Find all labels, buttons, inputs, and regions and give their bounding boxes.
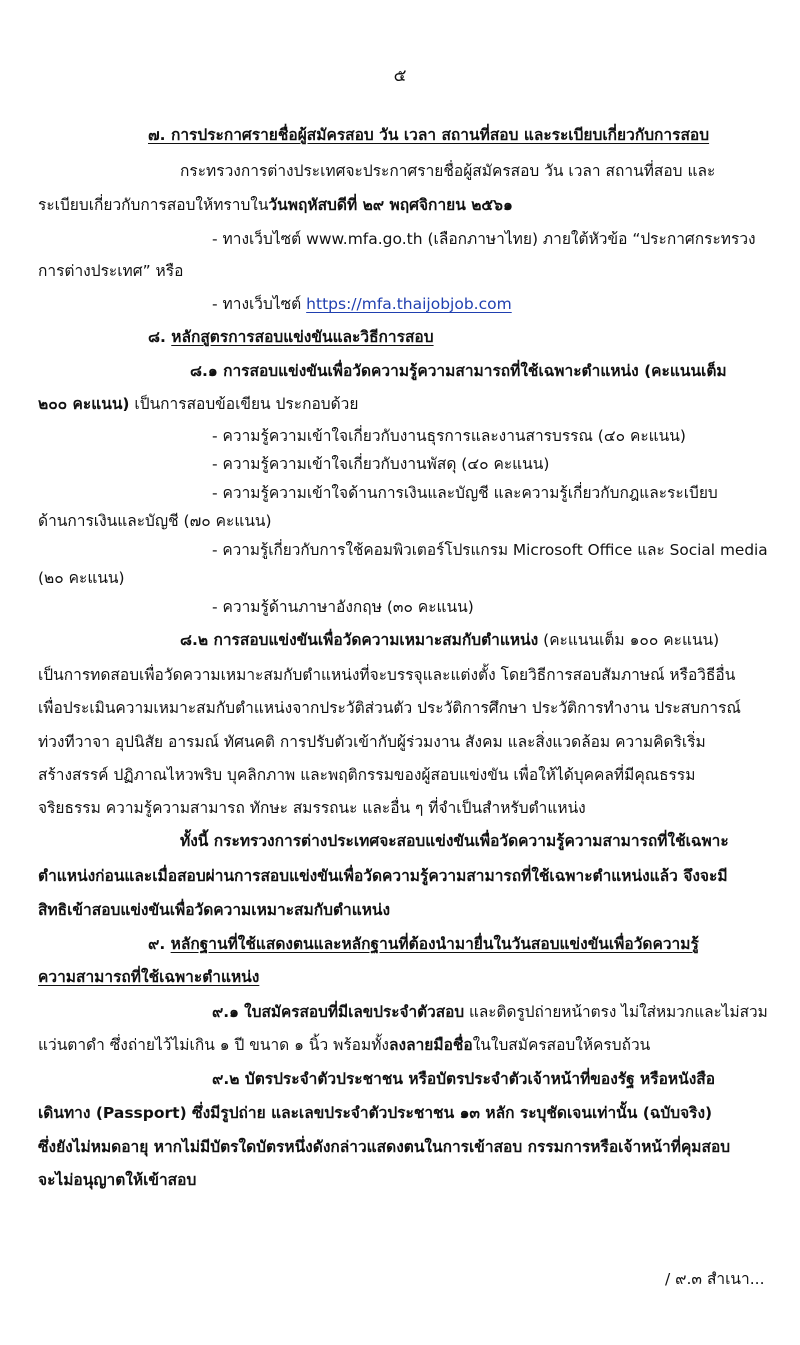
section-9-1-line-2-plain: แว่นตาดำ ซึ่งถ่ายไว้ไม่เกิน ๑ ปี ขนาด ๑ นิ้ว พร้อมทั้ง	[38, 1036, 389, 1054]
section-8-1-score: ๒๐๐ คะแนน)	[38, 395, 130, 413]
subject-item-4-line-1: - ความรู้เกี่ยวกับการใช้คอมพิวเตอร์โปรแกรม Microsoft Office และ Social media	[212, 541, 768, 559]
website-item-2	[212, 293, 512, 315]
website-item-1-line-1: - ทางเว็บไซต์ www.mfa.go.th (เลือกภาษาไทย) ภายใต้หัวข้อ “ประกาศกระทรวง	[212, 230, 756, 248]
subject-item-3-line-1: - ความรู้ความเข้าใจด้านการเงินและบัญชี และความรู้เกี่ยวกับกฎและระเบียบ	[212, 484, 718, 502]
section-8-2-title: ๘.๒ การสอบแข่งขันเพื่อวัดความเหมาะสมกับตำแหน่ง	[180, 631, 539, 649]
section-8-2-score: (คะแนนเต็ม ๑๐๐ คะแนน)	[538, 631, 720, 649]
section-7-para-line-2	[38, 194, 513, 216]
section-9-heading-line-1	[148, 933, 699, 955]
section-8-1-line-2	[38, 393, 358, 415]
section-9-heading-text-2: ความสามารถที่ใช้เฉพาะตำแหน่ง	[38, 968, 260, 986]
section-8-heading-text: หลักสูตรการสอบแข่งขันและวิธีการสอบ	[171, 328, 434, 346]
section-8-1-desc: เป็นการสอบข้อเขียน ประกอบด้วย	[129, 395, 359, 413]
section-9-2-line-1: ๙.๒ บัตรประจำตัวประชาชน หรือบัตรประจำตัวเจ้าหน้าที่ของรัฐ หรือหนังสือ	[212, 1070, 716, 1088]
subject-item-4-line-2: (๒๐ คะแนน)	[38, 569, 125, 587]
section-8-heading	[148, 326, 434, 348]
section-9-heading-text-1: หลักฐานที่ใช้แสดงตนและหลักฐานที่ต้องนำมายื่นในวันสอบแข่งขันเพื่อวัดความรู้	[170, 935, 699, 953]
continuation-footer: / ๙.๓ สำเนา...	[665, 1270, 765, 1288]
section-9-1-signature: ลงลายมือชื่อ	[389, 1036, 473, 1054]
thaijobjob-link[interactable]: https://mfa.thaijobjob.com	[306, 295, 512, 313]
section-9-2-line-3: ซึ่งยังไม่หมดอายุ หากไม่มีบัตรใดบัตรหนึ่งดังกล่าวแสดงตนในการเข้าสอบ กรรมการหรือเจ้าหน้าที่คุมสอบ	[38, 1138, 731, 1156]
subject-item-5: - ความรู้ด้านภาษาอังกฤษ (๓๐ คะแนน)	[212, 598, 474, 616]
page-number: ๕	[393, 66, 407, 86]
website-item-2-prefix: - ทางเว็บไซต์	[212, 295, 307, 313]
section-8-2-line-6: จริยธรรม ความรู้ความสามารถ ทักษะ สมรรถนะ และอื่น ๆ ที่จำเป็นสำหรับตำแหน่ง	[38, 799, 586, 817]
section-9-1-line-1	[212, 1001, 768, 1023]
section-8-2-line-1	[180, 629, 719, 651]
section-7-heading-text: ๗. การประกาศรายชื่อผู้สมัครสอบ วัน เวลา สถานที่สอบ และระเบียบเกี่ยวกับการสอบ	[148, 126, 710, 144]
section-8-2-line-3: เพื่อประเมินความเหมาะสมกับตำแหน่งจากประวัติส่วนตัว ประวัติการศึกษา ประวัติการทำงาน ประสบการณ์	[38, 699, 741, 717]
section-8-2-line-2: เป็นการทดสอบเพื่อวัดความเหมาะสมกับตำแหน่งที่จะบรรจุและแต่งตั้ง โดยวิธีการสอบสัมภาษณ์ หรือวิธีอื่น	[38, 666, 736, 684]
section-9-2-line-4: จะไม่อนุญาตให้เข้าสอบ	[38, 1171, 197, 1189]
announcement-date: วันพฤหัสบดีที่ ๒๙ พฤศจิกายน ๒๕๖๑	[268, 196, 513, 214]
section-8-2-line-4: ท่วงทีวาจา อุปนิสัย อารมณ์ ทัศนคติ การปรับตัวเข้ากับผู้ร่วมงาน สังคม และสิ่งแวดล้อม ความคิดริเริ่ม	[38, 733, 706, 751]
note-line-2: ตำแหน่งก่อนและเมื่อสอบผ่านการสอบแข่งขันเพื่อวัดความรู้ความสามารถที่ใช้เฉพาะตำแหน่งแล้ว จึงจะมี	[38, 867, 728, 885]
section-9-1-desc: และติดรูปถ่ายหน้าตรง ไม่ใส่หมวกและไม่สวม	[464, 1003, 768, 1021]
subject-item-3-line-2: ด้านการเงินและบัญชี (๗๐ คะแนน)	[38, 512, 272, 530]
section-9-1-line-2-tail: ในใบสมัครสอบให้ครบถ้วน	[472, 1036, 651, 1054]
section-7-para-plain: ระเบียบเกี่ยวกับการสอบให้ทราบใน	[38, 196, 269, 214]
section-9-heading-line-2	[38, 966, 259, 988]
section-7-para-line-1: กระทรวงการต่างประเทศจะประกาศรายชื่อผู้สมัครสอบ วัน เวลา สถานที่สอบ และ	[180, 162, 716, 180]
section-8-number: ๘.	[148, 328, 172, 346]
section-9-number: ๙.	[148, 935, 171, 953]
website-item-1-line-2: การต่างประเทศ” หรือ	[38, 262, 184, 280]
note-line-1: ทั้งนี้ กระทรวงการต่างประเทศจะสอบแข่งขันเพื่อวัดความรู้ความสามารถที่ใช้เฉพาะ	[180, 832, 729, 850]
section-9-1-line-2	[38, 1034, 650, 1056]
note-line-3: สิทธิเข้าสอบแข่งขันเพื่อวัดความเหมาะสมกับตำแหน่ง	[38, 901, 391, 919]
section-9-1-title: ๙.๑ ใบสมัครสอบที่มีเลขประจำตัวสอบ	[212, 1003, 465, 1021]
subject-item-2: - ความรู้ความเข้าใจเกี่ยวกับงานพัสดุ (๔๐ คะแนน)	[212, 455, 550, 473]
subject-item-1: - ความรู้ความเข้าใจเกี่ยวกับงานธุรการและงานสารบรรณ (๔๐ คะแนน)	[212, 427, 686, 445]
section-8-1-line-1: ๘.๑ การสอบแข่งขันเพื่อวัดความรู้ความสามารถที่ใช้เฉพาะตำแหน่ง (คะแนนเต็ม	[190, 362, 727, 380]
section-7-heading	[148, 124, 709, 146]
section-9-2-line-2: เดินทาง (Passport) ซึ่งมีรูปถ่าย และเลขประจำตัวประชาชน ๑๓ หลัก ระบุชัดเจนเท่านั้น (ฉบับจริง)	[38, 1104, 713, 1122]
section-8-2-line-5: สร้างสรรค์ ปฏิภาณไหวพริบ บุคลิกภาพ และพฤติกรรมของผู้สอบแข่งขัน เพื่อให้ได้บุคคลที่มีคุณธรรม	[38, 766, 696, 784]
